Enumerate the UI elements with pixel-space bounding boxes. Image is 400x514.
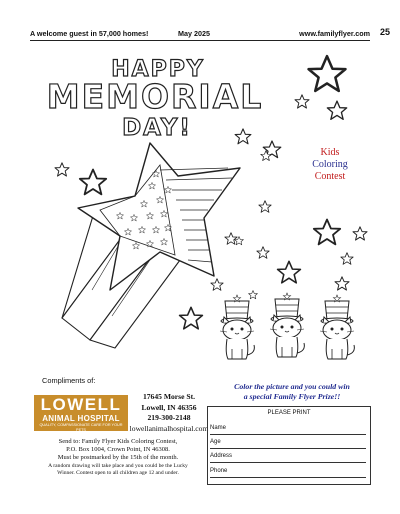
sendto-line-3: Must be postmarked by the 15th of the month. — [57, 454, 179, 462]
title-memorial: MEMORIAL — [46, 77, 264, 116]
address-street: 17645 Morse St. — [142, 392, 196, 401]
sendto-line-1: Send to: Family Flyer Kids Coloring Contest, — [58, 438, 178, 445]
prize-message — [212, 382, 372, 402]
logo-tagline: QUALITY, COMPASSIONATE CARE FOR YOUR PETS — [39, 423, 123, 432]
address-field[interactable] — [210, 453, 366, 463]
phone-field[interactable] — [210, 468, 366, 478]
entry-form — [207, 406, 371, 485]
address-city: Lowell, IN 46356 — [141, 402, 197, 412]
mailing-instructions — [32, 438, 204, 477]
title-happy: HAPPY — [111, 57, 205, 82]
prize-line-2: a special Family Flyer Prize!! — [243, 392, 341, 401]
contest-line-contest: Contest — [314, 171, 346, 182]
phone-label: Phone — [210, 468, 228, 474]
address-line — [210, 462, 366, 463]
address-phone: 219-300-2148 — [147, 413, 191, 422]
name-label: Name — [210, 425, 227, 431]
sendto-line-5: Winner. Contest open to all children age 12 and under. — [57, 469, 179, 476]
address-label: Address — [210, 453, 233, 459]
name-line — [210, 434, 366, 435]
age-label: Age — [210, 439, 221, 445]
contest-line-kids: Kids — [320, 147, 340, 158]
age-field[interactable] — [210, 439, 366, 449]
patriotic-cats — [220, 293, 354, 359]
name-field[interactable] — [210, 425, 366, 435]
prize-line-1: Color the picture and you could win — [234, 382, 350, 391]
phone-line — [210, 477, 366, 478]
address-website: lowellanimalhospital.com — [129, 423, 209, 433]
contest-title — [290, 147, 370, 183]
form-title: PLEASE PRINT — [267, 410, 311, 416]
page-number: 25 — [379, 27, 390, 37]
header-date: May 2025 — [178, 29, 210, 38]
sponsor-address — [128, 392, 210, 434]
logo-subtitle: ANIMAL HOSPITAL — [42, 414, 120, 423]
header-website: www.familyflyer.com — [299, 29, 370, 38]
sendto-line-2: P.O. Box 1004, Crown Point, IN 46308. — [66, 446, 170, 454]
lowell-logo — [34, 395, 128, 431]
logo-wordmark: LOWELL — [40, 395, 122, 414]
title-day: DAY! — [122, 115, 192, 141]
compliments-label: Compliments of: — [42, 376, 96, 385]
age-line — [210, 448, 366, 449]
contest-line-coloring: Coloring — [312, 159, 348, 170]
sendto-line-4: A random drawing will take place and you could be the Lucky — [48, 462, 188, 469]
header-tagline: A welcome guest in 57,000 homes! — [30, 29, 149, 38]
